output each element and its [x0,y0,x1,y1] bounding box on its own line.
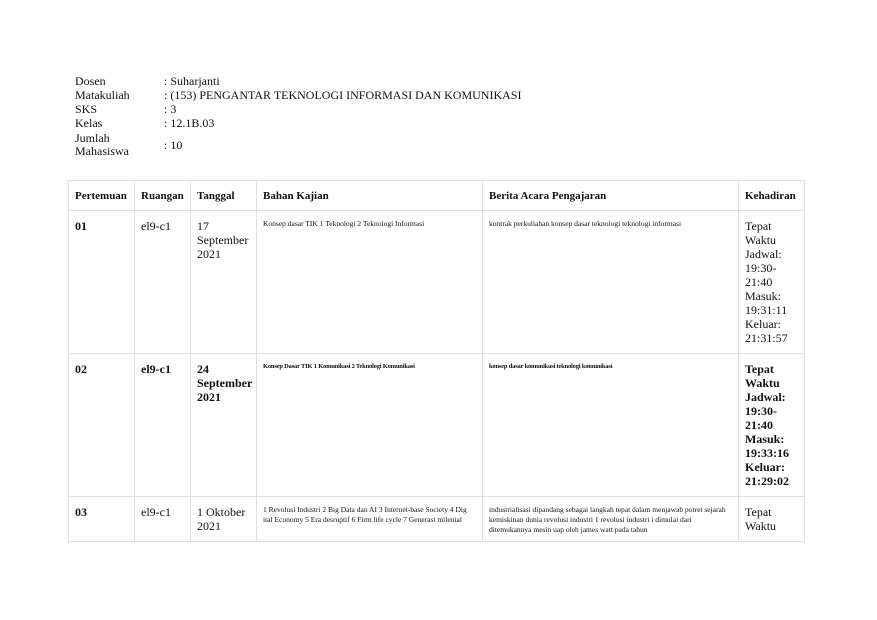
cell-kehadiran [739,497,805,542]
header-bahan-kajian: Bahan Kajian [257,181,483,211]
table-header-row [69,181,805,211]
table-row [69,354,805,497]
table-row [69,497,805,542]
cell-tanggal: 17 September 2021 [191,211,257,354]
info-label: SKS [75,102,98,116]
cell-berita-acara [483,497,739,542]
cell-ruangan: el9-c1 [135,354,191,497]
header-kehadiran: Kehadiran [739,181,805,211]
info-value: : 3 [164,102,177,116]
info-value: : 12.1B.03 [164,116,215,130]
cell-ruangan: el9-c1 [135,211,191,354]
cell-berita-acara: konsep dasar komunikasi teknologi komunikasi [483,354,739,497]
header-pertemuan: Pertemuan [69,181,135,211]
info-kelas [75,116,521,130]
info-value: : 10 [164,138,183,152]
cell-pertemuan: 02 [69,354,135,497]
info-label: Matakuliah [75,88,130,102]
info-label: Kelas [75,116,103,130]
info-sks [75,102,521,116]
cell-tanggal: 1 Oktober 2021 [191,497,257,542]
cell-clip: Tepat Waktu [745,505,777,533]
header-ruangan: Ruangan [135,181,191,211]
cell-pertemuan: 03 [69,497,135,542]
cell-clip: 1 Revolusi Industri 2 Big Data dan AI 3 Internet-base Society 4 Dig ital Economy 5 Era desruptif 6 Firm life cycle 7 Generasi milenial [263,505,467,524]
cell-bahan-kajian [257,497,483,542]
header-tanggal: Tanggal [191,181,257,211]
attendance-table [68,180,805,542]
cell-bahan-kajian: Konsep dasar TIK 1 Teknologi 2 Teknologi Informasi [257,211,483,354]
course-info [75,74,521,158]
table-row [69,211,805,354]
cell-pertemuan: 01 [69,211,135,354]
info-label [75,132,164,158]
info-value: : Suharjanti [164,74,220,88]
header-berita-acara: Berita Acara Pengajaran [483,181,739,211]
info-jumlah-mahasiswa [75,132,521,158]
cell-clip: industrialisasi dipandang sebagai langkah tepat dalam menjawab potret sejarah kemiskinan dunia revolusi industri 1 revolusi industri i dimulai dari ditemukannya mesin uap oleh james watt pada tahun [489,505,726,534]
info-label-line1: Jumlah [75,131,110,145]
cell-ruangan: el9-c1 [135,497,191,542]
info-dosen [75,74,521,88]
info-label: Dosen [75,74,106,88]
cell-berita-acara: kontrak perkuliahan konsep dasar teknologi teknologi informasi [483,211,739,354]
cell-kehadiran: Tepat Waktu Jadwal: 19:30-21:40 Masuk: 19:31:11 Keluar: 21:31:57 [739,211,805,354]
info-label-line2: Mahasiswa [75,144,129,158]
cell-tanggal: 24 September 2021 [191,354,257,497]
info-matakuliah [75,88,521,102]
info-value: : (153) PENGANTAR TEKNOLOGI INFORMASI DAN KOMUNIKASI [164,88,522,102]
cell-kehadiran: Tepat Waktu Jadwal: 19:30-21:40 Masuk: 19:33:16 Keluar: 21:29:02 [739,354,805,497]
cell-bahan-kajian: Konsep Dasar TIK 1 Komunikasi 2 Teknologi Komunikasi [257,354,483,497]
